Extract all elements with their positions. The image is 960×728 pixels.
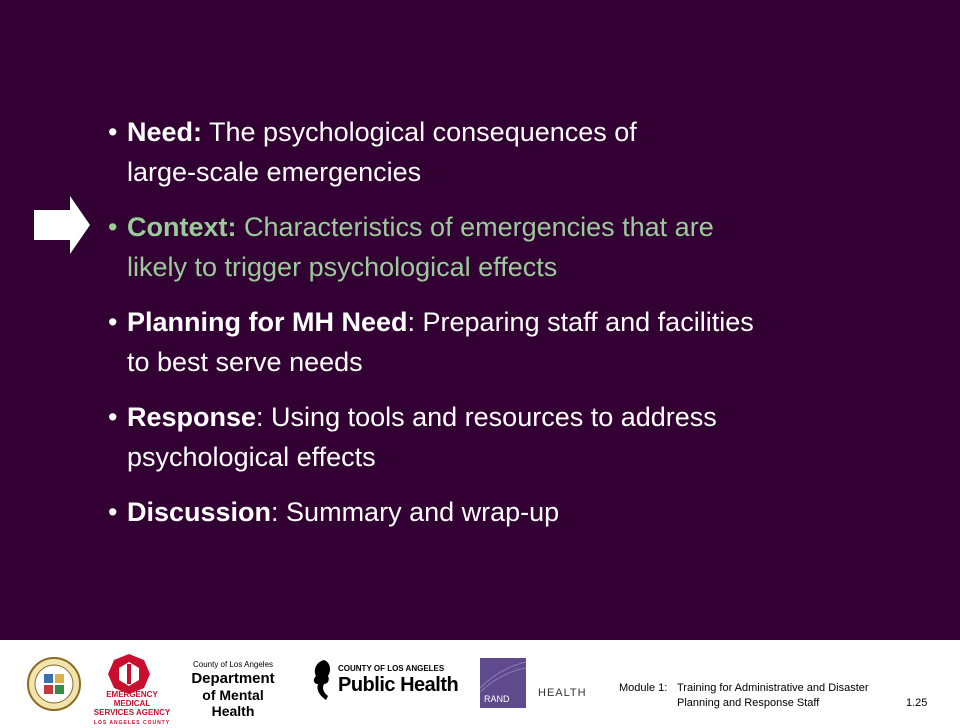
bullet-text: : Preparing staff and facilities xyxy=(407,307,754,337)
public-health-profile-icon xyxy=(310,658,334,702)
bullet-heading: Context: xyxy=(127,212,237,242)
dph-line1: COUNTY OF LOS ANGELES xyxy=(338,664,445,673)
bullet-dot: • xyxy=(108,307,118,337)
bullet-text-continued: large-scale emergencies xyxy=(127,157,422,187)
module-title-line1: Training for Administrative and Disaster xyxy=(677,682,869,694)
ems-line2: SERVICES AGENCY xyxy=(93,708,171,717)
bullet-heading: Response xyxy=(127,402,257,432)
dmh-logo xyxy=(184,660,282,719)
footer-logo-bar xyxy=(0,640,960,726)
rand-health-label: HEALTH xyxy=(538,687,587,699)
bullet-dot: • xyxy=(108,117,118,147)
bullet-discussion xyxy=(108,492,908,532)
rand-logo-box xyxy=(480,658,526,708)
bullet-dot: • xyxy=(108,402,118,432)
dmh-line1: County of Los Angeles xyxy=(192,660,274,669)
bullet-text-continued: to best serve needs xyxy=(127,347,363,377)
bullet-response xyxy=(108,397,908,477)
bullet-heading: Discussion xyxy=(127,497,272,527)
dmh-line3: of Mental Health xyxy=(202,687,264,719)
ems-line1: EMERGENCY MEDICAL xyxy=(106,690,158,708)
ems-line3: LOS ANGELES COUNTY xyxy=(93,720,171,726)
bullet-dot: • xyxy=(108,212,118,242)
bullet-text: The psychological consequences of xyxy=(202,117,637,147)
dmh-line2: Department xyxy=(191,670,275,687)
bullet-dot: • xyxy=(108,497,118,527)
dph-line2: Public Health xyxy=(338,674,459,696)
bullet-text: Characteristics of emergencies that are xyxy=(236,212,714,242)
bullet-planning xyxy=(108,302,908,382)
bullet-text-continued: likely to trigger psychological effects xyxy=(127,252,558,282)
bullet-text: : Using tools and resources to address xyxy=(256,402,717,432)
rand-name: RAND xyxy=(484,694,510,704)
module-label: Module 1: xyxy=(619,682,668,694)
ems-agency-name xyxy=(92,690,172,728)
public-health-logo xyxy=(338,664,464,696)
bullet-heading: Planning for MH Need xyxy=(127,307,408,337)
bullet-text: : Summary and wrap-up xyxy=(271,497,560,527)
county-seal-icon xyxy=(26,656,82,712)
bullet-context xyxy=(108,207,908,287)
bullet-need xyxy=(108,112,908,192)
bullet-heading: Need: xyxy=(127,117,203,147)
arrow-right-icon xyxy=(34,196,90,254)
agenda-list xyxy=(108,112,908,547)
page-number: 1.25 xyxy=(906,697,928,709)
module-title-line2: Planning and Response Staff xyxy=(677,697,820,709)
bullet-text-continued: psychological effects xyxy=(127,442,376,472)
